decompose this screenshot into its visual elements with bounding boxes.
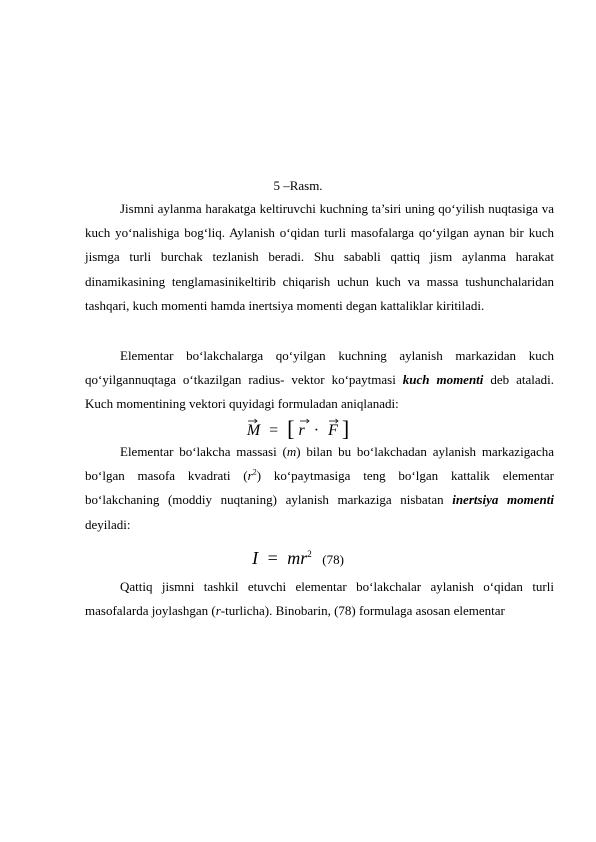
formula-open-bracket: [ (287, 416, 295, 441)
vector-arrow-icon (248, 418, 258, 424)
figure-caption: 5 –Rasm. (273, 178, 323, 193)
superscript-2: 2 (252, 467, 257, 477)
formula-i: I (252, 548, 259, 568)
symbol-r: r (215, 603, 221, 619)
term-inertsiya-momenti: inertsiya momenti (452, 492, 554, 508)
paragraph-2-text-a: Elementar bo‘lakchalarga qo‘yilgan kuchning aylanish markazidan kuch qo‘yilgannuqtaga o‘tkazilgan radius- vektor ko‘paytmasi (85, 348, 554, 388)
symbol-r: r (247, 468, 253, 484)
paragraph-3-text-d: deyiladi: (85, 516, 131, 532)
torque-formula (0, 415, 596, 443)
equation-number: (78) (322, 552, 344, 567)
paragraph-3-text-c: ) ko‘paytmasiga teng bo‘lgan kattalik elementar bo‘lakchaning (moddiy nuqtaning) aylanish markaziga nisbatan (85, 468, 554, 508)
paragraph-3 (85, 440, 554, 537)
formula-r: r (298, 422, 305, 439)
vector-arrow-icon (300, 418, 310, 424)
inertia-formula (0, 545, 596, 571)
formula-equals: = (267, 548, 278, 568)
formula-close-bracket: ] (341, 416, 350, 441)
paragraph-4-text-a: Qattiq jismni tashkil etuvchi elementar bo‘lakchalar aylanish o‘qidan turli masofalarda joylashgan ( (85, 579, 554, 619)
paragraph-4 (85, 575, 554, 623)
paragraph-4-text-b: -turlicha). Binobarin, (78) formulaga asosan elementar (220, 603, 505, 619)
symbol-m: m (286, 444, 297, 459)
paragraph-3-text-a: Elementar bo‘lakcha massasi ( (120, 444, 287, 459)
formula-f: F (328, 422, 338, 439)
paragraph-2 (85, 344, 554, 417)
paragraph-2-text-b: deb ataladi. Kuch momentining vektori quyidagi formuladan aniqlanadi: (85, 372, 554, 412)
vector-arrow-icon (329, 418, 339, 424)
term-kuch-momenti: kuch momenti (402, 372, 484, 388)
paragraph-1 (85, 197, 554, 318)
paragraph-1-text: Jismni aylanma harakatga keltiruvchi kuchning ta’siri uning qo‘yilish nuqtasiga va kuch yo‘nalishiga bog‘liq. Aylanish o‘qidan turli masofalarga qo‘yilgan aynan bir kuch jismga turli burchak tezlanish beradi. Shu sababli qattiq jism aylanma harakat dinamikasining tenglamasinikeltirib chiqarish uchun kuch va massa tushunchalaridan tashqari, kuch momenti hamda inertsiya momenti degan kattaliklar kiritiladi. (85, 201, 554, 313)
formula-mr: mr (287, 548, 308, 568)
formula-lhs: M (246, 422, 261, 439)
paragraph-3-text-b: ) bilan bu bo‘lakchadan aylanish markazigacha bo‘lgan masofa kvadrati ( (85, 444, 554, 484)
formula-dot: · (313, 422, 320, 439)
formula-exponent: 2 (307, 549, 312, 559)
formula-equals: = (269, 422, 279, 439)
